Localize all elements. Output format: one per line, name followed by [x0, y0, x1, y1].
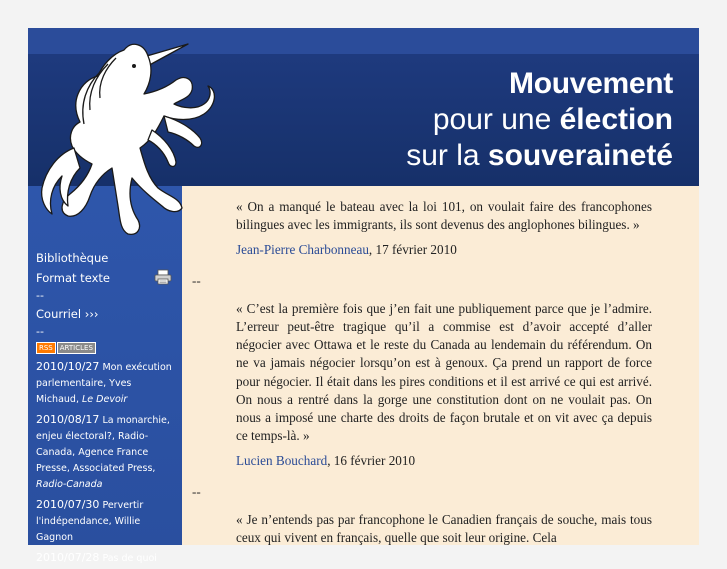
articles-badge[interactable]: ARTICLES	[57, 342, 96, 354]
title-line-2-light: pour une	[432, 103, 560, 136]
quote-text: « On a manqué le bateau avec la loi 101, on voulait faire des francophones bilingues avec les immigrants, ils sont devenus des anglophones bilingues. »	[236, 199, 652, 233]
quote-citation	[192, 452, 652, 470]
sidebar-link-format-texte[interactable]: Format texte	[36, 271, 110, 285]
title-line-3	[406, 138, 673, 174]
news-author: Radio-Canada, Agence France Presse, Associated Press	[36, 431, 153, 474]
quote-date: , 17 février 2010	[368, 242, 457, 258]
title-line-2-bold: élection	[559, 103, 673, 136]
format-texte-row	[36, 268, 176, 288]
quote-citation	[192, 241, 652, 259]
sidebar-link-bibliotheque[interactable]: Bibliothèque	[36, 251, 109, 265]
sidebar-content	[36, 248, 176, 569]
quote-separator: --	[192, 272, 201, 288]
title-line-3-light: sur la	[406, 139, 488, 172]
sidebar-separator: --	[36, 325, 44, 338]
news-source: Le Devoir	[82, 394, 128, 405]
news-item[interactable]: 2010/07/30 Pervertir l'indépendance, Willie Gagnon	[36, 498, 144, 543]
feed-badges	[36, 342, 176, 354]
news-date: 2010/08/17	[36, 413, 100, 426]
news-date: 2010/07/30	[36, 498, 100, 511]
quote-separator: --	[192, 483, 201, 499]
title-line-3-bold: souveraineté	[487, 139, 673, 172]
site-title[interactable]	[406, 66, 673, 174]
news-date: 2010/10/27	[36, 360, 100, 373]
news-author: Yves Michaud	[36, 378, 132, 405]
news-title[interactable]: Pas de quoi	[102, 553, 157, 564]
news-item[interactable]: 2010/08/17 La monarchie, enjeu électoral?, Radio-Canada, Agence France Presse, Associated Press, Radio-Canada	[36, 413, 170, 490]
news-source: Radio-Canada	[36, 479, 103, 490]
news-item[interactable]	[36, 548, 176, 569]
title-line-2	[406, 102, 673, 138]
quote-author-link[interactable]: Lucien Bouchard	[236, 453, 328, 469]
quote-date: , 16 février 2010	[327, 453, 416, 469]
news-list	[36, 357, 176, 569]
printer-icon[interactable]	[154, 269, 172, 285]
title-line-1: Mouvement	[509, 67, 673, 100]
page-frame	[28, 28, 699, 564]
news-title[interactable]: Mon exécution parlementaire	[36, 362, 172, 389]
quote-text: « C’est la première fois que j’en fait une publiquement parce que je l’admire. L’erreur peut-être tragique qu’il a commise est d’avoir accepté d’aller négocier avec Ottawa et le reste du Canada au lendemain du référendum. On ne va jamais négocier lorsqu’on est à genoux. Ça prend un rapport de force pour négocier. Il était dans les pires conditions et il est arrivé ce qui est arrivé. On nous a rentré dans la gorge une constitution dont on ne voulait pas. On nous a imposé une charte des droits de façon brutale et on vit avec ça depuis ce temps-là. »	[236, 300, 652, 444]
main-content	[192, 198, 652, 547]
news-title[interactable]: Pervertir l'indépendance	[36, 500, 144, 527]
quote-text: « Je n’entends pas par francophone le Canadien français de souche, mais tous ceux qui vivent en français, quelle que soit leur origine. Cela	[236, 511, 652, 546]
sidebar-link-courriel[interactable]: Courriel ›››	[36, 307, 99, 321]
news-title[interactable]: La monarchie, enjeu électoral?	[36, 415, 170, 442]
news-item[interactable]: 2010/10/27 Mon exécution parlementaire, Yves Michaud, Le Devoir	[36, 360, 172, 405]
quote-author-link[interactable]: Jean-Pierre Charbonneau	[236, 242, 369, 258]
news-date: 2010/07/28	[36, 551, 100, 564]
rss-badge[interactable]: RSS	[36, 342, 56, 354]
sidebar-separator: --	[36, 289, 44, 302]
news-author: Willie Gagnon	[36, 516, 141, 543]
